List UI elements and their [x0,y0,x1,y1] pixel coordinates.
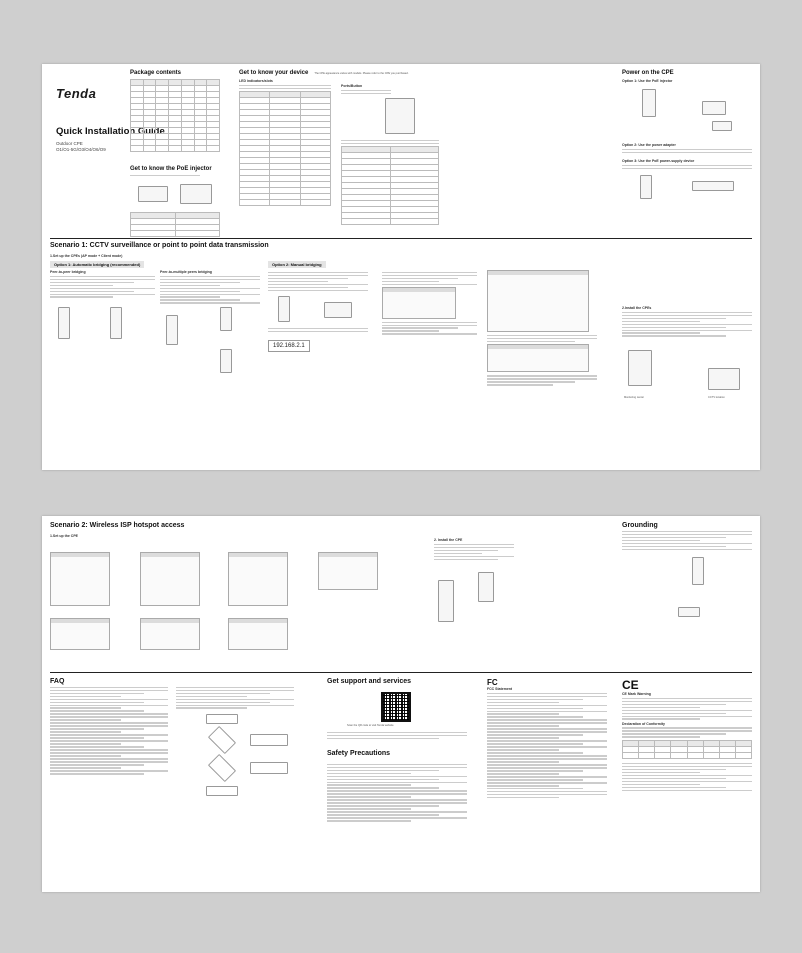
brand-logo: Tenda [56,86,97,101]
manual-step-a-text [268,272,368,291]
install-cpe-text [434,544,514,560]
step-login-screenshot [50,552,110,606]
faq-text-right [176,687,294,709]
poe-injector-figure [622,83,752,141]
web-ui-screenshot-1 [382,287,456,319]
flow-node-2 [250,734,288,746]
grounding-block [622,522,752,631]
led-table [239,91,331,206]
qr-code [381,692,411,722]
guide-title: Quick Installation Guide [56,126,165,137]
setup-step-heading: 1.Set up the CPEs (AP mode + Client mode) [50,254,123,258]
peer-to-peer-figure [50,299,155,359]
peer-to-peer-block [50,270,155,359]
ports-intro-text [341,140,439,144]
ports-text [341,90,391,94]
qr-caption: Scan the QR code to visit Tenda website [347,724,394,727]
step-ssid-screenshot [228,552,288,606]
cpe-b-image [110,307,122,339]
power-heading: Power on the CPE [622,70,674,76]
injector-text [130,175,200,176]
manual-step-c-text [487,335,597,342]
step-mode-screenshot [140,552,200,606]
know-device-heading: Get to know your device [239,70,309,76]
installation-figure [622,338,752,416]
monitoring-building-image [628,350,652,386]
led-text [239,85,331,89]
flow-decision-2 [208,754,236,782]
power-option-2: Option 2: Use the power adapter [622,143,676,147]
fcc-logo: FC [487,678,498,687]
grounding-heading: Grounding [622,522,658,529]
power-option-3-text [622,165,752,169]
guide-models: O1/O1-5G/O3/O4/O6/O9 [56,147,106,152]
power-option-3: Option 3: Use the PoE power-supply device [622,158,695,163]
flow-decision-1 [208,726,236,754]
support-heading: Get support and services [327,678,412,685]
cpe-hotspot-image [478,572,494,602]
ce-footer-text [622,763,752,791]
ports-table [341,146,439,225]
faq-text-left [50,685,168,800]
injector-side-image [180,184,212,204]
step-wan-screenshot [140,618,200,650]
faq-block [50,678,300,800]
manual-step-a-text-2 [268,328,368,332]
ip-address-box: 192.168.2.1 [268,340,310,352]
poe-switch-figure [622,171,752,201]
grounding-text [622,531,752,550]
tower-image [438,580,454,622]
computer-image [324,302,352,318]
peer-to-peer-heading: Peer-to-peer bridging [50,270,86,274]
step-save-screenshot [318,552,378,590]
injector-image [702,101,726,115]
install-cpe-heading: 2. Install the CPE [434,538,463,542]
know-device-note: The CPE appearance varies with models. Please refer to the CPE you purchased. [314,72,409,75]
cctv-label: CCTV location [708,396,725,400]
ce-heading: CE Mark Warning [622,692,651,696]
ports-heading: Ports/Button [341,84,363,88]
fcc-text [487,693,607,799]
power-option-2-text [622,149,752,153]
cpe-image [642,89,656,117]
cpe-slave-1-image [220,307,232,331]
led-heading: LED indicators/slots [239,79,273,83]
support-text [327,730,467,741]
manual-step-b [382,270,477,336]
manual-step-b-text [382,272,477,285]
support-block [327,678,467,757]
ce-text [622,698,752,720]
peer-to-peer-text [50,276,155,298]
conformity-text [622,727,752,737]
option-manual-bridging: Option 2: Manual bridging [268,261,326,268]
divider-2 [50,672,752,673]
cpe-master-image [166,315,178,345]
setup-cpe-heading: 1.Set up the CPE [50,534,79,538]
package-contents-table [130,79,220,152]
flow-node-3 [250,762,288,774]
cpe-ports-image [385,98,415,134]
cpe-a-image [58,307,70,339]
scenario-1-heading: Scenario 1: CCTV surveillance or point to point data transmission [50,242,269,249]
manual-step-a [268,270,368,352]
guide-sheet-front [42,64,760,470]
faq-flowchart [176,710,294,800]
step-scan-screenshot [50,618,110,650]
cpe-manual-image [278,296,290,322]
poe-switch-image [692,181,734,191]
faq-heading: FAQ [50,678,65,685]
monitoring-center-label: Monitoring center [624,396,645,400]
peer-to-multi-figure [160,305,260,385]
cctv-image [708,368,740,390]
ce-block [622,678,752,793]
ce-logo: CE [622,678,639,692]
peer-to-multi-heading: Peer-to-multiple peers bridging [160,270,212,274]
manual-step-b-text-2 [382,322,477,335]
frequency-table [622,740,752,759]
safety-text [327,762,467,823]
grounding-figure [622,551,752,631]
cpe-image-2 [640,175,652,199]
safety-heading: Safety Precautions [327,750,391,757]
injector-port-table [130,212,220,237]
guide-sheet-back [42,516,760,892]
flow-node-4 [206,786,238,796]
flow-node-1 [206,714,238,724]
cpe-slave-2-image [220,349,232,373]
guide-subtitle: Outdoor CPE [56,141,83,146]
earth-image [678,607,700,617]
manual-step-c [487,270,597,387]
fcc-heading: FCC Statement [487,687,513,691]
web-ui-screenshot-2 [487,270,589,332]
install-cpes-text [622,312,752,337]
peer-to-multi-block [160,270,260,385]
package-contents-heading: Package contents [130,70,182,76]
power-option-1: Option 1: Use the PoE injector [622,79,673,83]
package-column [130,70,220,237]
divider [50,238,752,239]
web-ui-screenshot-3 [487,344,589,372]
manual-step-c-text-2 [487,375,597,385]
manual-figure [268,292,368,326]
injector-figure [130,180,220,210]
injector-front-image [138,186,168,202]
install-cpes-heading: 2.Install the CPEs [622,306,652,310]
conformity-heading: Declaration of Conformity [622,721,665,726]
adapter-image [712,121,732,131]
install-cpes-block [622,306,752,416]
device-column [239,70,439,206]
fcc-block [487,678,607,800]
scenario-2-steps [50,542,410,652]
option-auto-bridging: Option 1: Automatic bridging (recommended) [50,261,144,268]
hotspot-figure [434,562,514,622]
grounding-cpe-image [692,557,704,585]
scenario-2-heading: Scenario 2: Wireless ISP hotspot access [50,522,185,529]
step-wifi-screenshot [228,618,288,650]
know-injector-heading: Get to know the PoE injector [130,166,212,172]
power-column [622,70,752,201]
peer-to-multi-text [160,276,260,304]
install-cpe-block [434,538,514,622]
